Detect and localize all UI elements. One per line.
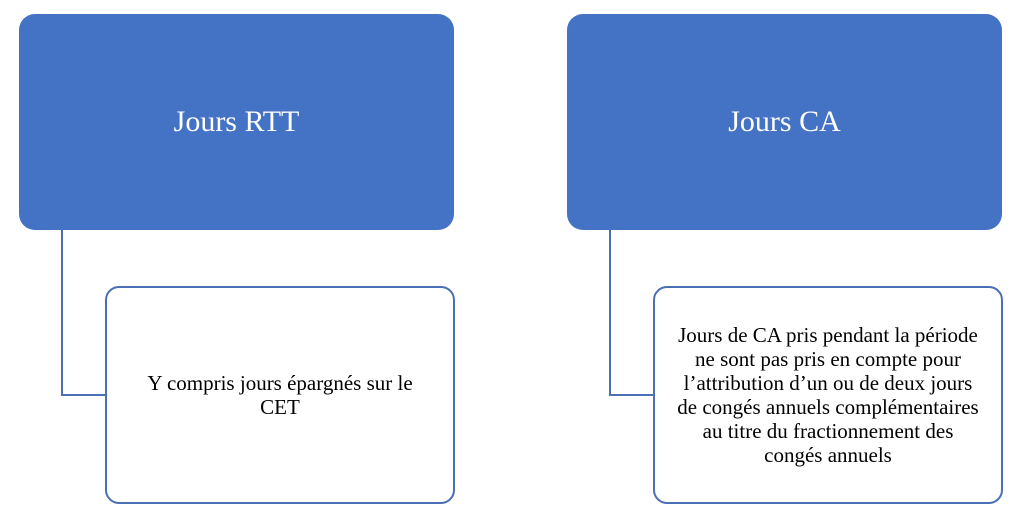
detail-jours-ca-text: Jours de CA pris pendant la période ne sont pas pris en compte pour l’attribution d’un ou de deux jours de congés annuels complémentaires au titre du fractionnement des congés annuels bbox=[677, 323, 979, 467]
connector-ca bbox=[610, 230, 653, 395]
header-jours-rtt-label: Jours RTT bbox=[173, 105, 300, 138]
header-jours-ca-label: Jours CA bbox=[728, 105, 841, 138]
detail-jours-rtt bbox=[105, 286, 455, 504]
detail-jours-ca bbox=[653, 286, 1003, 504]
connector-rtt bbox=[62, 230, 105, 395]
header-jours-ca bbox=[567, 14, 1002, 230]
header-jours-rtt bbox=[19, 14, 454, 230]
detail-jours-rtt-text: Y compris jours épargnés sur le CET bbox=[147, 371, 413, 419]
